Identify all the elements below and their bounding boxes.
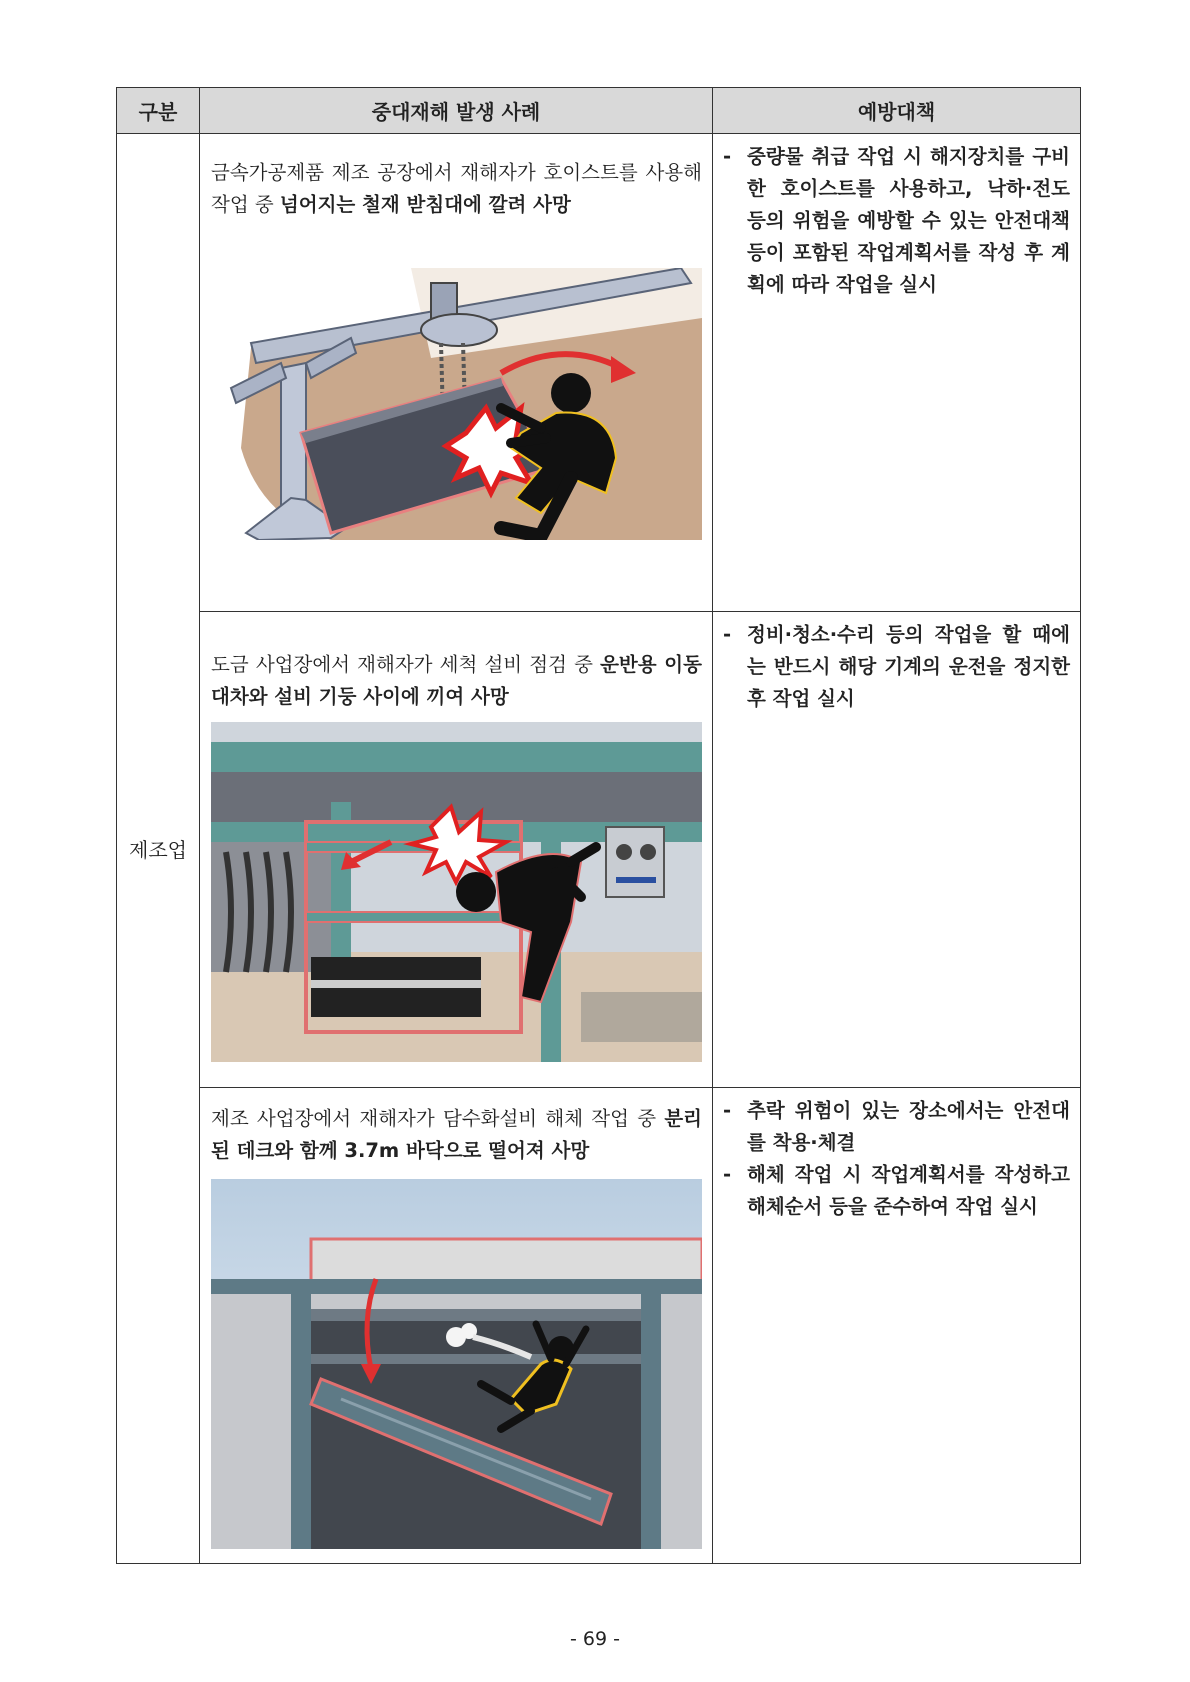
table-row [117,612,1081,1088]
prevention-cell [713,1088,1081,1564]
accident-cases-table [116,87,1081,1564]
deck-fall-accident-illustration [211,1179,702,1549]
case-text-plain: 금속가공제품 제조 공장에서 재해자가 호이스트를 사용해 작업 중 [211,161,702,216]
case-description [200,134,712,221]
prevention-cell [713,612,1081,1088]
case-text-bold: 분리된 데크와 함께 3.7m 바닥으로 떨어져 사망 [211,1107,702,1162]
case-text-bold: 운반용 이동대차와 설비 기둥 사이에 끼여 사망 [211,653,702,708]
case-description [200,1088,712,1167]
table-row [117,134,1081,612]
prevention-list [713,134,1080,301]
case-description [200,612,712,713]
prevention-item: - 중량물 취급 작업 시 해지장치를 구비한 호이스트를 사용하고, 낙하·전도 등의 위험을 예방할 수 있는 안전대책 등이 포함된 작업계획서를 작성 후 계획에 따라 작업을 실시 [723,145,1070,296]
header-category: 구분 [117,88,200,134]
case-text-bold: 넘어지는 철재 받침대에 깔려 사망 [279,193,571,216]
header-prevention: 예방대책 [713,88,1081,134]
prevention-item: - 해체 작업 시 작업계획서를 작성하고 해체순서 등을 준수하여 작업 실시 [723,1163,1070,1218]
header-row [117,88,1081,134]
header-case: 중대재해 발생 사례 [200,88,713,134]
page-number: - 69 - [570,1628,620,1650]
case-text-plain: 도금 사업장에서 재해자가 세척 설비 점검 중 [211,653,601,676]
case-cell [200,612,713,1088]
prevention-item: - 정비·청소·수리 등의 작업을 할 때에는 반드시 해당 기계의 운전을 정지한 후 작업 실시 [723,623,1070,710]
prevention-list [713,612,1080,715]
case-cell [200,1088,713,1564]
hoist-accident-illustration [211,268,702,540]
prevention-item: - 추락 위험이 있는 장소에서는 안전대를 착용·체결 [723,1099,1070,1154]
table-row [117,1088,1081,1564]
prevention-cell [713,134,1081,612]
cart-caught-accident-illustration [211,722,702,1062]
prevention-list [713,1088,1080,1223]
case-cell [200,134,713,612]
category-cell: 제조업 [117,134,200,1564]
case-text-plain: 제조 사업장에서 재해자가 담수화설비 해체 작업 중 [211,1107,665,1130]
